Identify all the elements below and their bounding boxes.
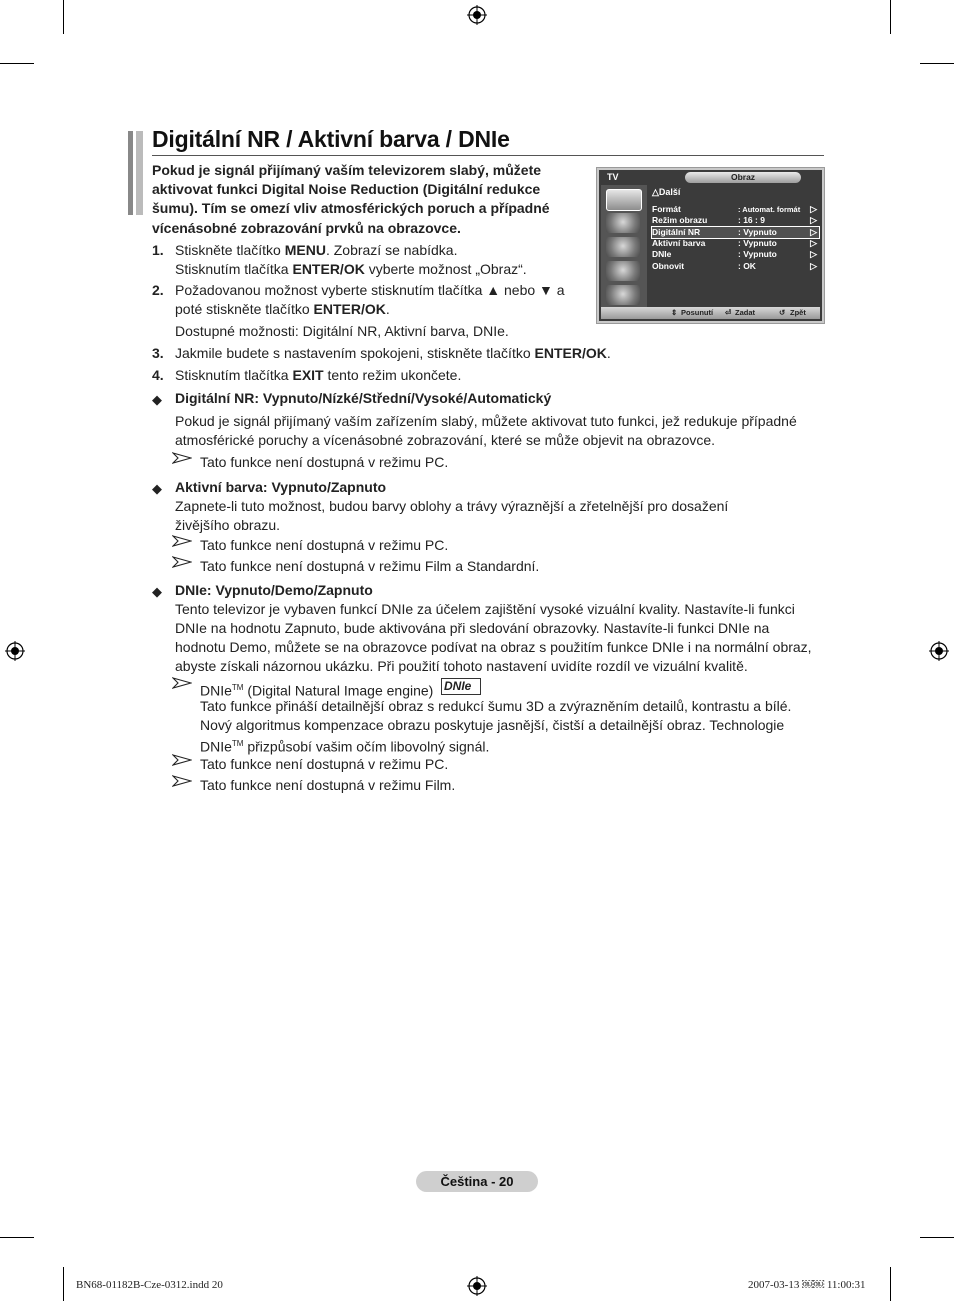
registration-mark-icon (929, 641, 949, 661)
crop-mark (920, 1237, 954, 1238)
trademark-sup: TM (231, 683, 244, 692)
registration-mark-icon (5, 641, 25, 661)
note-text: Nový algoritmus kompenzace obrazu poskytuje jasnější, čistší a detailnější obraz. Technologie (200, 717, 785, 733)
osd-row (652, 238, 819, 249)
note-arrow-icon (172, 754, 192, 766)
diamond-bullet-icon: ◆ (152, 481, 162, 496)
osd-row-label: Formát (652, 204, 681, 214)
crop-mark (63, 1267, 64, 1301)
section-heading: DNIe: Vypnuto/Demo/Zapnuto (175, 582, 373, 598)
osd-row (652, 215, 819, 226)
note-text-part: DNIe (200, 738, 232, 755)
step-line (175, 344, 611, 363)
osd-footer-move: Posunutí (681, 308, 714, 317)
step-text: . Zobrazí se nabídka. (325, 242, 458, 258)
step-text: . (385, 301, 390, 317)
step-key: ENTER/OK (313, 301, 386, 317)
updown-arrow-icon: ⇕ (671, 308, 678, 317)
step-key: EXIT (292, 367, 324, 383)
step-text: Stisknutím tlačítka (175, 367, 293, 383)
osd-row-label: Režim obrazu (652, 215, 708, 225)
osd-row-value: : Vypnuto (738, 238, 777, 248)
step-number: 1. (152, 242, 164, 258)
right-triangle-icon: ▷ (810, 249, 817, 259)
note-text: Tato funkce přináší detailnější obraz s redukcí šumu 3D a zvýrazněním detailů, kontrastu a bílé. (200, 698, 792, 714)
note-text: Tato funkce není dostupná v režimu PC. (200, 537, 449, 553)
step-text: Jakmile budete s nastavením spokojeni, stiskněte tlačítko (175, 345, 535, 361)
crop-mark (0, 1237, 34, 1238)
step-text: tento režim ukončete. (323, 367, 462, 383)
step-key: ENTER/OK (534, 345, 607, 361)
section-text: Tento televizor je vybaven funkcí DNIe za účelem zajištění vysoké vizuální kvality. Nastavíte-li funkci (175, 601, 795, 617)
crop-mark (920, 63, 954, 64)
section-text: abyste získali názornou ukázku. Při použití tohoto nastavení uvidíte rozdíl ve vizuální kvalitě. (175, 658, 748, 674)
page-number-badge: Čeština - 20 (416, 1171, 538, 1192)
note-text-part: DNIe (200, 682, 232, 699)
osd-footer-enter: Zadat (735, 308, 756, 317)
crop-mark (63, 0, 64, 34)
note-arrow-icon (172, 535, 192, 547)
print-slug-file: BN68-01182B-Cze-0312.indd 20 (76, 1279, 223, 1291)
osd-tab-picture: Obraz (685, 172, 801, 183)
osd-row-label: DNIe (652, 249, 672, 259)
osd-menu-list (649, 185, 822, 309)
title-accent-bar (128, 131, 133, 215)
note-text: Tato funkce není dostupná v režimu Film a Standardní. (200, 558, 540, 574)
right-triangle-icon: ▷ (810, 261, 817, 271)
setup-menu-icon (606, 261, 640, 281)
step-text: poté stiskněte tlačítko (175, 301, 314, 317)
print-slug-date: 2007-03-13 ￼￼ 11:00:31 (748, 1279, 866, 1291)
crop-mark (890, 0, 891, 34)
section-text: DNIe na hodnotu Zapnuto, bude aktivována při sledování obrazovky. Nastavíte-li funkci DNIe na (175, 620, 770, 636)
crop-mark (0, 63, 34, 64)
step-line (175, 300, 390, 319)
right-triangle-icon: ▷ (810, 215, 817, 225)
step-number: 3. (152, 345, 164, 361)
registration-mark-icon (467, 1276, 487, 1296)
section-text: Zapnete-li tuto možnost, budou barvy oblohy a trávy výraznější a zřetelnější pro dosažení (175, 498, 729, 514)
note-text: Tato funkce není dostupná v režimu PC. (200, 756, 449, 772)
note-text (200, 734, 489, 757)
osd-row-label: Obnovit (652, 261, 685, 271)
osd-row-value: : Automat. formát (738, 205, 801, 214)
note-arrow-icon (172, 677, 192, 689)
osd-row (652, 249, 819, 260)
osd-row (652, 204, 819, 215)
right-triangle-icon: ▷ (810, 227, 817, 237)
intro-paragraph: Pokud je signál přijímaný vaším televizorem slabý, můžete aktivovat funkci Digital Noise Reduction (Digitální redukce šumu). Tím se omezí vliv atmosférických poruch a případné vícenásobné zobrazování prvků na obrazovce. (152, 162, 550, 236)
step-text: . (606, 345, 611, 361)
right-triangle-icon: ▷ (810, 238, 817, 248)
step-number: 4. (152, 367, 164, 383)
step-line (175, 241, 457, 260)
step-line (175, 366, 461, 385)
note-arrow-icon (172, 556, 192, 568)
page-title: Digitální NR / Aktivní barva / DNIe (152, 126, 510, 152)
section-heading: Digitální NR: Vypnuto/Nízké/Střední/Vysoké/Automatický (175, 390, 552, 406)
section-text: Pokud je signál přijímaný vaším zařízením slabý, můžete aktivovat tuto funkci, jež redukuje případné (175, 413, 797, 429)
right-triangle-icon: ▷ (810, 204, 817, 214)
note-text-part: (Digital Natural Image engine) (243, 682, 434, 699)
crop-mark (890, 1267, 891, 1301)
channel-menu-icon (606, 237, 640, 257)
step-line: Dostupné možnosti: Digitální NR, Aktivní barva, DNIe. (175, 323, 509, 339)
title-accent-bar (136, 131, 143, 215)
osd-row-label: Digitální NR (652, 227, 701, 237)
note-arrow-icon (172, 452, 192, 464)
osd-row-label: Aktivní barva (652, 238, 706, 248)
osd-footer (601, 307, 820, 319)
osd-source-label: TV (607, 172, 619, 182)
section-text: atmosférické poruchy a vícenásobné zobrazování, které se může objevit na obrazovce. (175, 432, 716, 448)
step-key: MENU (284, 242, 326, 258)
section-heading: Aktivní barva: Vypnuto/Zapnuto (175, 479, 387, 495)
picture-menu-icon (606, 189, 642, 211)
osd-more-item: △Další (652, 187, 681, 197)
input-menu-icon (606, 285, 640, 305)
osd-footer-back: Zpět (790, 308, 806, 317)
registration-mark-icon (467, 5, 487, 25)
osd-menu-screenshot (596, 167, 825, 324)
return-icon: ↺ (779, 308, 786, 317)
osd-row-selected (652, 227, 819, 238)
section-text: hodnotu Demo, můžete se na obrazovce podívat na obraz s použitím funkce DNIe i na normální obraz, (175, 639, 812, 655)
osd-row-value: : OK (738, 261, 756, 271)
diamond-bullet-icon: ◆ (152, 584, 162, 599)
osd-row-value: : Vypnuto (738, 249, 777, 259)
diamond-bullet-icon: ◆ (152, 392, 162, 407)
step-number: 2. (152, 282, 164, 298)
osd-row (652, 261, 819, 272)
trademark-sup: TM (231, 739, 244, 748)
step-text: Stisknutím tlačítka (175, 261, 293, 277)
osd-row-value: : 16 : 9 (738, 215, 765, 225)
note-text: Tato funkce není dostupná v režimu PC. (200, 454, 449, 470)
sound-menu-icon (606, 213, 640, 233)
note-arrow-icon (172, 775, 192, 787)
enter-icon: ⏎ (725, 308, 732, 317)
step-key: ENTER/OK (292, 261, 365, 277)
step-text: Stiskněte tlačítko (175, 242, 285, 258)
osd-sidebar (601, 185, 647, 309)
osd-row-value: : Vypnuto (738, 227, 777, 237)
section-text: živějšího obrazu. (175, 517, 281, 533)
title-divider (152, 155, 824, 156)
step-line: Požadovanou možnost vyberte stisknutím tlačítka ▲ nebo ▼ a (175, 282, 565, 298)
step-text: vyberte možnost „Obraz“. (364, 261, 527, 277)
dnie-logo: DNIe (441, 678, 481, 695)
step-line (175, 260, 527, 279)
note-text: Tato funkce není dostupná v režimu Film. (200, 777, 456, 793)
note-text-part: přizpůsobí vašim očím libovolný signál. (243, 738, 490, 755)
